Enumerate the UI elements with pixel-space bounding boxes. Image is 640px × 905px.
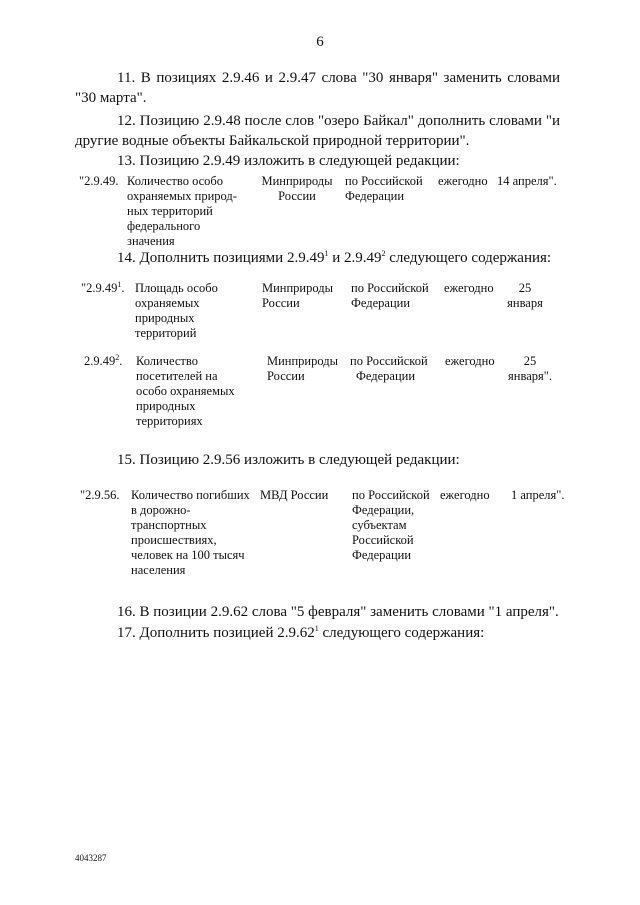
row-29491-level: по Российской Федерации <box>351 281 429 310</box>
row-29492-agency: Минприроды России <box>267 354 339 383</box>
paragraph-12-line1: 12. Позицию 2.9.48 после слов "озеро Байкал" дополнить словами "и <box>117 113 560 129</box>
row-2956-date: 1 апреля". <box>511 488 565 502</box>
row-2949-date: 14 апреля". <box>497 174 557 188</box>
row-29491-frequency: ежегодно <box>444 281 494 295</box>
paragraph-16: 16. В позиции 2.9.62 слова "5 февраля" заменить словами "1 апреля". <box>117 604 559 620</box>
row-2956-number: "2.9.56. <box>80 488 120 502</box>
row-29491-number: "2.9.49$^1$. <box>81 279 125 295</box>
row-29491-date: 25 января <box>507 281 543 310</box>
paragraph-15: 15. Позицию 2.9.56 изложить в следующей редакции: <box>117 452 460 468</box>
paragraph-13: 13. Позицию 2.9.49 изложить в следующей редакции: <box>117 153 460 169</box>
row-2956-name: Количество погибших в дорожно- транспортных происшествиях, человек на 100 тысяч населения <box>131 488 250 577</box>
row-2949-frequency: ежегодно <box>438 174 488 188</box>
row-29492-number: 2.9.49$^2$. <box>84 352 123 368</box>
paragraph-11-line1: 11. В позициях 2.9.46 и 2.9.47 слова "30 января" заменить словами <box>117 70 560 86</box>
row-29492-frequency: ежегодно <box>445 354 495 368</box>
paragraph-14: 14. Дополнить позициями 2.9.49$^1$ и 2.9.49$^2$ следующего содержания: <box>117 249 552 266</box>
row-29492-date: 25 января". <box>508 354 552 383</box>
document-id: 4043287 <box>75 853 107 863</box>
paragraph-17: 17. Дополнить позицией 2.9.62$^1$ следующего содержания: <box>117 624 485 641</box>
row-29491-name: Площадь особо охраняемых природных территорий <box>135 281 218 340</box>
row-2949-agency: Минприроды России <box>261 174 333 203</box>
page-number: 6 <box>316 34 324 50</box>
row-2949-level: по Российской Федерации <box>345 174 423 203</box>
row-2949-number: "2.9.49. <box>79 174 119 188</box>
row-29491-agency: Минприроды России <box>262 281 334 310</box>
paragraph-12-line2: другие водные объекты Байкальской природной территории". <box>75 133 470 149</box>
row-2949-name: Количество особо охраняемых природ- ных территорий федерального значения <box>127 174 237 248</box>
row-29492-name: Количество посетителей на особо охраняемых природных территориях <box>136 354 235 428</box>
row-2956-frequency: ежегодно <box>440 488 490 502</box>
row-29492-level: по Российской Федерации <box>350 354 428 383</box>
row-2956-agency: МВД России <box>260 488 329 502</box>
row-2956-level: по Российской Федерации, субъектам Российской Федерации <box>352 488 430 562</box>
paragraph-11-line2: "30 марта". <box>75 90 147 106</box>
